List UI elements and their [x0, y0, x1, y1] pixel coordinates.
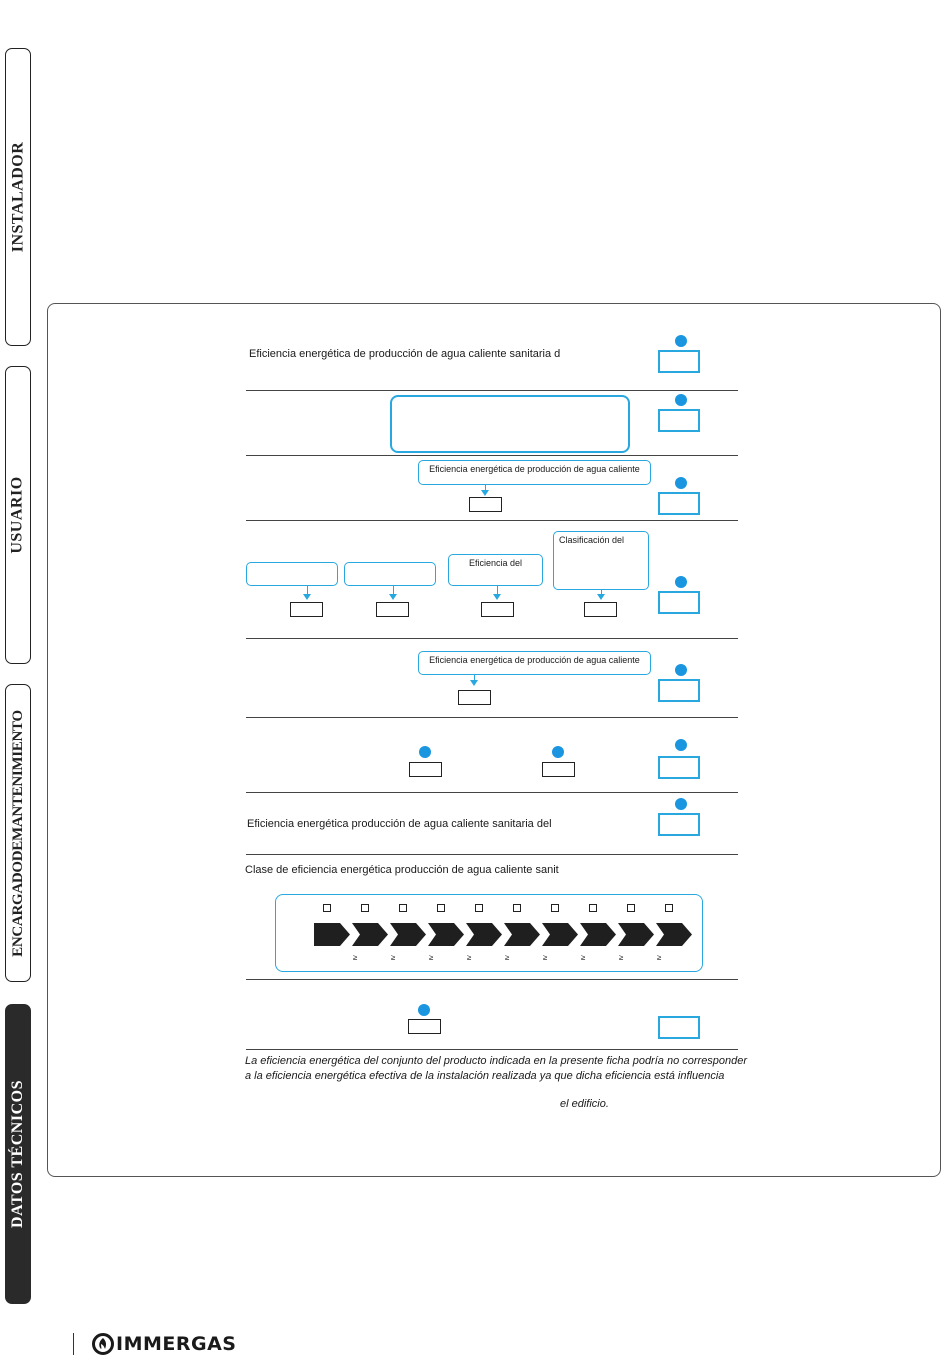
row3-callout — [418, 460, 651, 485]
class-checkbox[interactable] — [589, 904, 597, 912]
class-threshold-symbol: ≥ — [353, 953, 358, 962]
row4-callout-3-label: Eficiencia del — [468, 558, 523, 568]
class-checkbox[interactable] — [627, 904, 635, 912]
class-checkbox[interactable] — [399, 904, 407, 912]
logo-divider — [73, 1333, 74, 1355]
row9-input-box — [408, 1019, 441, 1034]
row4-callout-4-label: Clasificación del — [559, 535, 625, 545]
class-threshold-symbol: ≥ — [505, 953, 510, 962]
row3-callout-label: Eficiencia energética de producción de agua caliente — [429, 464, 640, 474]
row3-dot — [675, 477, 687, 489]
class-arrow-icon — [656, 923, 692, 946]
class-threshold-symbol: ≥ — [429, 953, 434, 962]
row2-value-box — [658, 409, 700, 432]
row5-dot — [675, 664, 687, 676]
class-checkbox[interactable] — [513, 904, 521, 912]
tab-datos-tecnicos[interactable] — [5, 1004, 31, 1304]
class-arrow-icon — [504, 923, 540, 946]
row9-dot — [418, 1004, 430, 1016]
class-checkbox[interactable] — [665, 904, 673, 912]
row4-input-box-1 — [290, 602, 323, 617]
footnote-line-1: La eficiencia energética del conjunto del producto indicada en la presente ficha podría no corresponder — [245, 1055, 748, 1067]
class-threshold-symbol: ≥ — [391, 953, 396, 962]
class-arrow-icon — [618, 923, 654, 946]
class-threshold-symbol: ≥ — [619, 953, 624, 962]
divider — [246, 638, 738, 639]
class-arrow-icon — [580, 923, 616, 946]
divider — [246, 717, 738, 718]
footnote-line-3: el edificio. — [560, 1098, 609, 1110]
row4-callout-3 — [448, 554, 543, 586]
class-checkbox[interactable] — [323, 904, 331, 912]
divider — [246, 390, 738, 391]
class-checkbox[interactable] — [475, 904, 483, 912]
row5-input-box — [458, 690, 491, 705]
row7-label: Eficiencia energética producción de agua caliente sanitaria del — [247, 818, 552, 830]
tab-encargado-label: ENCARGADODEMANTENIMIENTO — [9, 709, 26, 957]
row4-input-box-3 — [481, 602, 514, 617]
row1-value-box — [658, 350, 700, 373]
row1-label: Eficiencia energética de producción de agua caliente sanitaria d — [249, 348, 561, 360]
row7-dot — [675, 798, 687, 810]
row5-value-box — [658, 679, 700, 702]
class-arrow-icon — [352, 923, 388, 946]
row6-input-box-1 — [409, 762, 442, 777]
brand-name: IMMERGAS — [116, 1333, 237, 1355]
row4-value-box — [658, 591, 700, 614]
class-arrow-icon — [466, 923, 502, 946]
divider — [246, 520, 738, 521]
class-threshold-symbol: ≥ — [543, 953, 548, 962]
row4-dot — [675, 576, 687, 588]
row7-value-box — [658, 813, 700, 836]
row2-callout — [390, 395, 630, 453]
tab-instalador-label: INSTALADOR — [9, 141, 26, 253]
row5-callout-label: Eficiencia energética de producción de agua caliente — [429, 655, 640, 665]
row9-value-box — [658, 1016, 700, 1039]
row8-label: Clase de eficiencia energética producción de agua caliente sanit — [245, 864, 559, 876]
row6-dot-2 — [552, 746, 564, 758]
class-checkbox[interactable] — [551, 904, 559, 912]
row4-input-box-4 — [584, 602, 617, 617]
row3-value-box — [658, 492, 700, 515]
tab-datos-tecnicos-label: DATOS TÉCNICOS — [9, 1080, 26, 1228]
row4-input-box-2 — [376, 602, 409, 617]
row4-callout-1 — [246, 562, 338, 586]
divider — [246, 979, 738, 980]
tab-encargado-mantenimiento[interactable] — [5, 684, 31, 982]
row1-dot — [675, 335, 687, 347]
class-arrow-icon — [542, 923, 578, 946]
row3-input-box — [469, 497, 502, 512]
divider — [246, 1049, 738, 1050]
row4-callout-4 — [553, 531, 649, 590]
tab-usuario-label: USUARIO — [9, 476, 27, 554]
row2-dot — [675, 394, 687, 406]
tab-instalador[interactable] — [5, 48, 31, 346]
row6-dot-1 — [419, 746, 431, 758]
footnote-line-2: a la eficiencia energética efectiva de la instalación realizada ya que dicha eficiencia está influencia — [245, 1070, 725, 1082]
class-threshold-symbol: ≥ — [467, 953, 472, 962]
class-threshold-symbol: ≥ — [581, 953, 586, 962]
row6-value-box — [658, 756, 700, 779]
row6-input-box-2 — [542, 762, 575, 777]
class-arrow-icon — [428, 923, 464, 946]
row5-callout — [418, 651, 651, 675]
class-checkbox[interactable] — [437, 904, 445, 912]
flame-logo-icon — [92, 1333, 114, 1355]
divider — [246, 854, 738, 855]
brand-logo — [92, 1333, 236, 1355]
tab-usuario[interactable] — [5, 366, 31, 664]
class-arrow-icon — [390, 923, 426, 946]
row4-callout-2 — [344, 562, 436, 586]
divider — [246, 455, 738, 456]
class-checkbox[interactable] — [361, 904, 369, 912]
row6-dot-3 — [675, 739, 687, 751]
divider — [246, 792, 738, 793]
class-arrow-icon — [314, 923, 350, 946]
class-threshold-symbol: ≥ — [657, 953, 662, 962]
